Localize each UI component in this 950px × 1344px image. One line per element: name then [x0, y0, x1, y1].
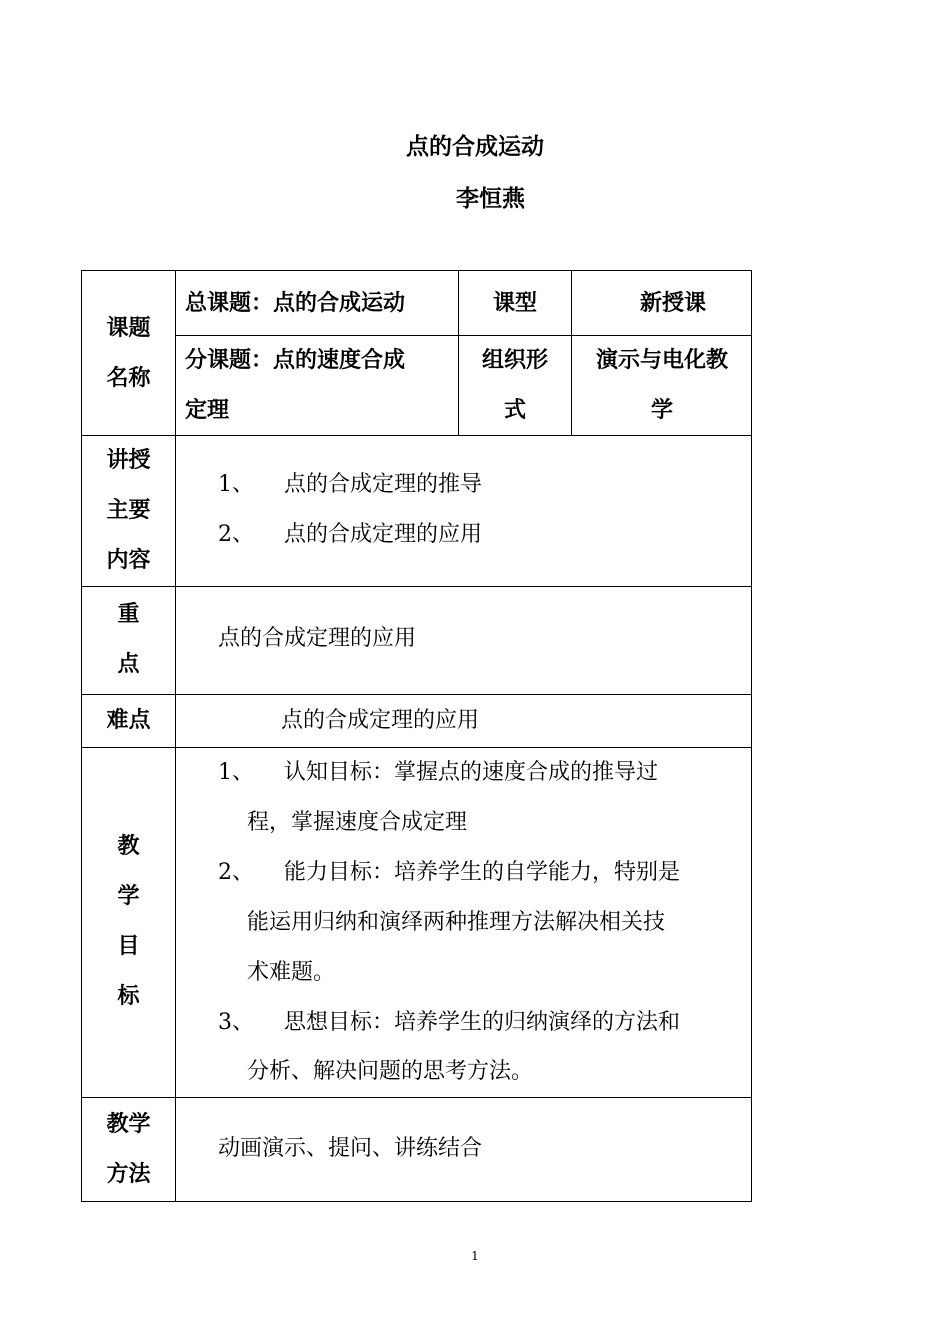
objective-item-cont: 程，掌握速度合成定理	[247, 810, 468, 835]
table-border-top	[81, 270, 752, 271]
table-divider	[175, 270, 176, 1202]
objective-item-cont: 能运用归纳和演绎两种推理方法解决相关技	[247, 910, 666, 935]
key-point-label: 重 点	[117, 602, 140, 677]
key-point-value: 点的合成定理的应用	[218, 626, 417, 651]
table-divider	[81, 694, 752, 695]
table-divider	[81, 586, 752, 587]
document-title: 点的合成运动	[406, 134, 544, 160]
difficulty-value: 点的合成定理的应用	[281, 708, 480, 733]
content-item: 2、 点的合成定理的应用	[218, 522, 483, 547]
table-border-bottom	[81, 1201, 752, 1202]
objective-item: 3、 思想目标：培养学生的归纳演绎的方法和	[218, 1010, 681, 1035]
page-number: 1	[471, 1249, 479, 1263]
org-form-value: 演示与电化教 学	[595, 348, 728, 423]
method-value: 动画演示、提问、讲练结合	[218, 1136, 483, 1161]
content-item: 1、 点的合成定理的推导	[218, 472, 483, 497]
objective-item-cont: 术难题。	[247, 960, 336, 985]
objectives-label: 教 学 目 标	[117, 834, 140, 1009]
main-topic: 总课题：点的合成运动	[185, 291, 406, 316]
lesson-type-value: 新授课	[639, 291, 706, 316]
objective-item-cont: 分析、解决问题的思考方法。	[247, 1059, 534, 1084]
lesson-type-label: 课型	[492, 291, 537, 316]
method-label: 教学 方法	[106, 1112, 151, 1187]
objective-item: 2、 能力目标：培养学生的自学能力，特别是	[218, 860, 681, 885]
org-form-label: 组织形 式	[481, 348, 548, 423]
table-divider	[81, 1097, 752, 1098]
objective-item: 1、 认知目标：掌握点的速度合成的推导过	[218, 760, 659, 785]
sub-topic: 分课题：点的速度合成 定理	[185, 348, 406, 423]
content-label: 讲授 主要 内容	[106, 448, 151, 573]
topic-label: 课题 名称	[106, 316, 151, 391]
author-name: 李恒燕	[456, 186, 525, 212]
difficulty-label: 难点	[106, 708, 151, 733]
